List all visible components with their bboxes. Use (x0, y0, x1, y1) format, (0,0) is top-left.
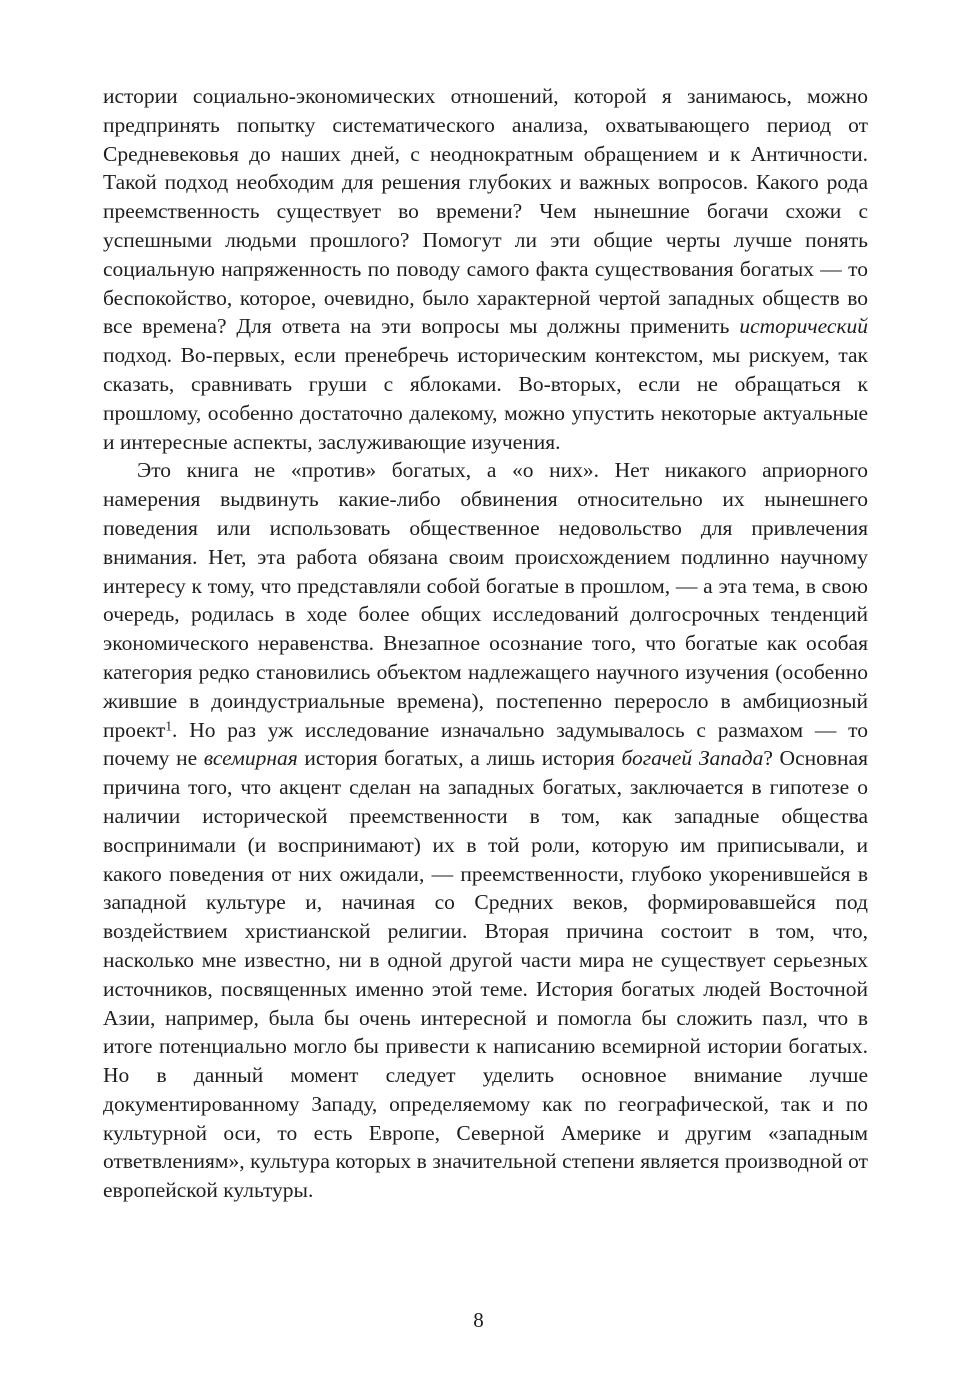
paragraph-2-segment: . Но раз уж исследование изначально задумывалось с размахом — то почему не (103, 717, 868, 771)
paragraph-2-segment: Это книга не «против» богатых, а «о них». Нет никакого априорного намерения выдвинуть какие-либо обвинения относительно их нынешнего поведения или использовать общественное недовольство для привлечения внимания. Нет, эта работа обязана своим происхождением подлинно научному интересу к тому, что представляли собой богатые в прошлом, — а эта тема, в свою очередь, родилась в ходе более общих исследований долгосрочных тенденций экономического неравенства. Внезапное осознание того, что богатые как особая категория редко становились объектом надлежащего научного изучения (особенно жившие в доиндустриальные времена), постепенно переросло в амбициозный проект (103, 458, 868, 742)
paragraph-1 (103, 82, 868, 456)
paragraph-2-segment: ? Основная причина того, что акцент сделан на западных богатых, заключается в гипотезе о наличии исторической преемственности в том, как западные общества воспринимали (и воспринимают) их в той роли, которую им приписывали, и какого поведения от них ожидали, — преемственности, глубоко укоренившейся в западной культуре и, начиная со Средних веков, формировавшейся под воздействием христианской религии. Вторая причина состоит в том, что, насколько мне известно, ни в одной другой части мира не существует серьезных источников, посвященных именно этой теме. История богатых людей Восточной Азии, например, была бы очень интересной и помогла бы сложить пазл, что в итоге потенциально могло бы привести к написанию всемирной истории богатых. Но в данный момент следует уделить основное внимание лучше документированному Западу, определяемому как по географической, так и по культурной оси, то есть Европе, Северной Америке и другим «западным ответвлениям», культура которых в значительной степени является производной от европейской культуры. (103, 746, 868, 1203)
emphasis-western-rich: богачей Запада (621, 746, 764, 771)
paragraph-1-segment: истории социально-экономических отношений, которой я занимаюсь, можно предпринять попытку систематического анализа, охватывающего период от Средневековья до наших дней, с неоднократным обращением и к Античности. Такой подход необходим для решения глубоких и важных вопросов. Какого рода преемственность существует во времени? Чем нынешние богачи схожи с успешными людьми прошлого? Помогут ли эти общие черты лучше понять социальную напряженность по поводу самого факта существования богатых — то беспокойство, которое, очевидно, было характерной чертой западных обществ во все времена? Для ответа на эти вопросы мы должны применить (103, 84, 868, 339)
emphasis-historical: исторический (739, 314, 868, 339)
body-text (103, 82, 868, 1205)
page-number: 8 (473, 1308, 484, 1332)
footnote-marker: 1 (165, 717, 173, 733)
paragraph-2-segment: история богатых, а лишь история (297, 746, 622, 771)
emphasis-worldwide: всемирная (203, 746, 298, 771)
paragraph-2 (103, 456, 868, 1205)
paragraph-1-segment: подход. Во-первых, если пренебречь историческим контекстом, мы рискуем, так сказать, сравнивать груши с яблоками. Во-вторых, если не обращаться к прошлому, особенно достаточно далекому, можно упустить некоторые актуальные и интересные аспекты, заслуживающие изучения. (103, 343, 868, 454)
